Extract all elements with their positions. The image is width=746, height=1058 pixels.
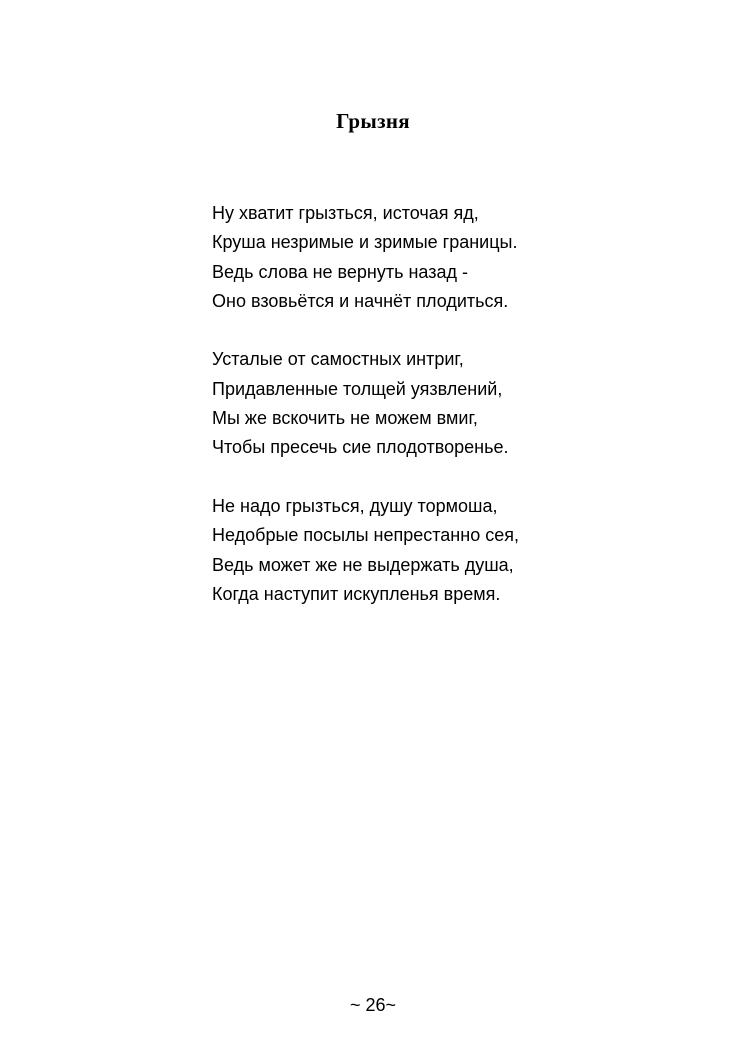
poem-line: Оно взовьётся и начнёт плодиться. xyxy=(212,290,509,311)
poem-body xyxy=(212,199,519,638)
poem-line: Придавленные толщей уязвлений, xyxy=(212,378,503,399)
poem-title: Грызня xyxy=(336,109,410,133)
poem-line: Усталые от самостных интриг, xyxy=(212,349,464,370)
stanza-2 xyxy=(212,345,519,462)
poem-line: Когда наступит искупленья время. xyxy=(212,583,501,604)
stanza-3 xyxy=(212,492,519,609)
poem-line: Не надо грызться, душу тормоша, xyxy=(212,495,498,516)
poem-line: Круша незримые и зримые границы. xyxy=(212,232,518,253)
stanza-1 xyxy=(212,199,519,316)
poem-line: Мы же вскочить не можем вмиг, xyxy=(212,408,478,429)
page-number: ~ 26~ xyxy=(349,995,397,1015)
poem-line: Недобрые посылы непрестанно сея, xyxy=(212,525,519,546)
poem-line: Чтобы пресечь сие плодотворенье. xyxy=(212,437,509,458)
poem-line: Ну хватит грызться, источая яд, xyxy=(212,203,479,223)
poem-line: Ведь может же не выдержать душа, xyxy=(212,554,514,575)
poem-line: Ведь слова не вернуть назад - xyxy=(212,261,468,282)
